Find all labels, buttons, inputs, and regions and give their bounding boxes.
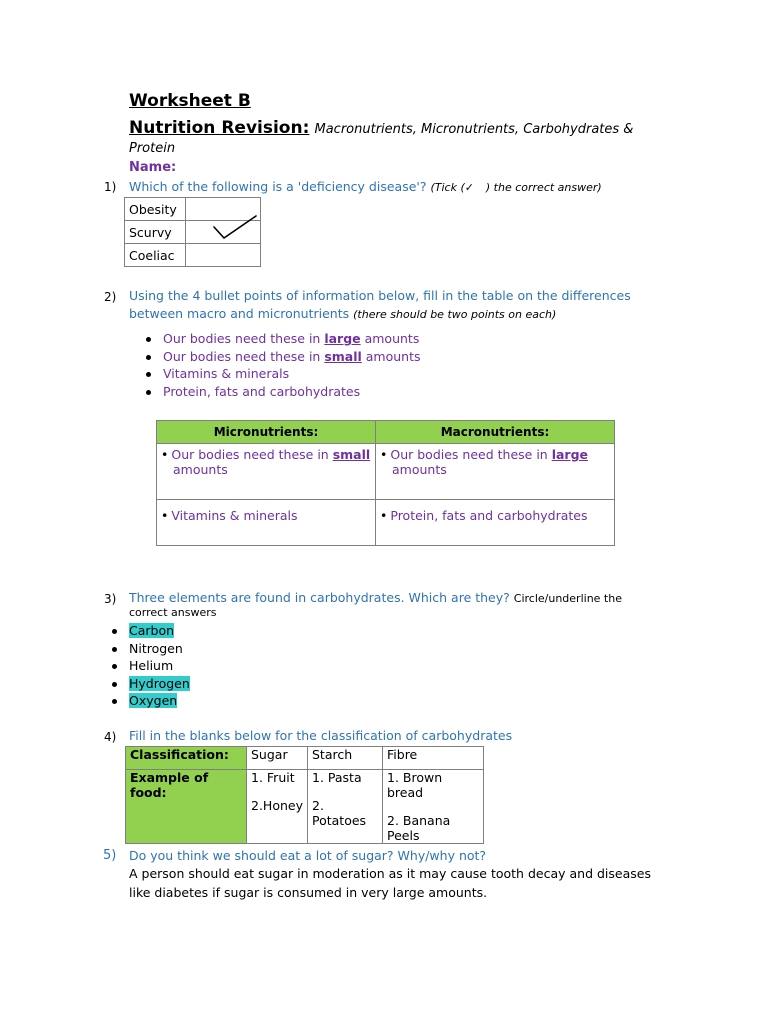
- q2-line-b: [129, 305, 556, 323]
- fibre-examples-cell[interactable]: [383, 770, 484, 844]
- example-label: Example of food:: [126, 770, 247, 844]
- q2-number: 2): [104, 290, 117, 304]
- table-row: [157, 500, 615, 546]
- q1-options-table: [124, 197, 261, 267]
- q1-tick-cell[interactable]: [186, 244, 261, 267]
- bullet-emphasis: large: [324, 331, 361, 346]
- cell-emphasis: large: [551, 447, 588, 462]
- example-text: 2. Banana Peels: [387, 813, 451, 843]
- header-micronutrients: Micronutrients:: [157, 421, 376, 444]
- example-text: 1. Brown bread: [387, 770, 443, 800]
- q5-answer-a: A person should eat sugar in moderation as it may cause tooth decay and diseases: [129, 866, 651, 881]
- option-helium[interactable]: Helium: [129, 658, 174, 673]
- q4-question: Fill in the blanks below for the classification of carbohydrates: [129, 728, 513, 743]
- revision-heading-line: [129, 118, 669, 140]
- q1-option-obesity: Obesity: [125, 198, 186, 221]
- q1-instruction-b: ) the correct answer): [485, 181, 602, 194]
- bullet-glyph: •: [161, 447, 169, 462]
- q1-line: [129, 178, 602, 196]
- q3-line: [129, 589, 622, 607]
- q5-question: Do you think we should eat a lot of sugar? Why/why not?: [129, 848, 487, 863]
- q1-instruction-a: (Tick (: [430, 181, 465, 194]
- list-item: [129, 692, 190, 710]
- list-item: [163, 383, 421, 401]
- cell-text: amounts: [392, 462, 447, 477]
- table-header-row: [157, 421, 615, 444]
- class-starch: Starch: [308, 747, 383, 770]
- revision-subtitle: Macronutrients, Micronutrients, Carbohydrates &: [314, 122, 634, 137]
- example-text: 1. Fruit: [251, 770, 295, 785]
- q3-instruction-a: Circle/underline the: [513, 592, 622, 605]
- q4-number: 4): [104, 730, 117, 744]
- q1-question: Which of the following is a 'deficiency disease'?: [129, 179, 427, 194]
- cell-emphasis: small: [332, 447, 371, 462]
- revision-heading: Nutrition Revision:: [129, 118, 310, 138]
- class-fibre: Fibre: [383, 747, 484, 770]
- bullet-text: amounts: [360, 331, 420, 346]
- q3-question: Three elements are found in carbohydrates. Which are they?: [129, 590, 510, 605]
- revision-subtitle-cont: Protein: [129, 141, 176, 156]
- list-item: [129, 640, 190, 658]
- q1-option-row: [125, 244, 261, 267]
- q3-instruction-b: correct answers: [129, 606, 217, 619]
- worksheet-title: Worksheet B: [129, 91, 251, 111]
- table-row: [157, 444, 615, 500]
- bullet-text: Vitamins & minerals: [163, 366, 290, 381]
- list-item: [129, 622, 190, 640]
- q1-option-row: [125, 221, 261, 244]
- option-nitrogen[interactable]: Nitrogen: [129, 640, 183, 656]
- example-text: 2. Potatoes: [312, 798, 367, 828]
- handwritten-tick-icon: [210, 213, 260, 243]
- q1-number: 1): [104, 180, 117, 194]
- name-label: Name:: [129, 160, 177, 175]
- q5-answer-b: like diabetes if sugar is consumed in very large amounts.: [129, 885, 488, 900]
- list-item: [129, 657, 190, 675]
- cell-text: Our bodies need these in: [171, 447, 333, 462]
- q3-number: 3): [104, 592, 117, 606]
- list-item: [163, 348, 421, 366]
- micro-cell-1[interactable]: [157, 444, 376, 500]
- example-text: 2.Honey: [251, 798, 303, 813]
- q1-tick-cell[interactable]: [186, 221, 261, 244]
- bullet-text: Our bodies need these in: [163, 331, 325, 346]
- list-item: [163, 330, 421, 348]
- table-row: [126, 747, 484, 770]
- cell-text: Protein, fats and carbohydrates: [390, 508, 588, 523]
- bullet-text: Our bodies need these in: [163, 348, 325, 364]
- option-hydrogen[interactable]: Hydrogen: [129, 675, 190, 691]
- class-sugar: Sugar: [247, 747, 308, 770]
- bullet-text: amounts: [361, 348, 421, 364]
- example-text: 1. Pasta: [312, 770, 362, 785]
- q2-nutrients-table: [156, 420, 615, 546]
- micro-cell-2[interactable]: [157, 500, 376, 546]
- sugar-examples-cell[interactable]: [247, 770, 308, 844]
- header-macronutrients: Macronutrients:: [376, 421, 615, 444]
- q4-classification-table: [125, 746, 484, 844]
- cell-text: amounts: [173, 462, 228, 477]
- tick-icon: ✓: [464, 181, 474, 194]
- q2-note: (there should be two points on each): [353, 308, 557, 321]
- q2-question-a: Using the 4 bullet points of information below, fill in the table on the differences: [129, 288, 631, 303]
- option-oxygen[interactable]: Oxygen: [129, 693, 178, 708]
- classification-label: Classification:: [126, 747, 247, 770]
- cell-text: Our bodies need these in: [390, 447, 552, 462]
- table-row: [126, 770, 484, 844]
- q1-option-coeliac: Coeliac: [125, 244, 186, 267]
- list-item: [163, 365, 421, 383]
- bullet-glyph: •: [380, 508, 388, 523]
- bullet-glyph: •: [380, 447, 388, 462]
- macro-cell-1[interactable]: [376, 444, 615, 500]
- bullet-glyph: •: [161, 508, 169, 523]
- q2-bullet-list: [163, 330, 421, 400]
- option-carbon[interactable]: Carbon: [129, 623, 175, 638]
- starch-examples-cell[interactable]: [308, 770, 383, 844]
- q1-option-scurvy: Scurvy: [125, 221, 186, 244]
- bullet-text: Protein, fats and carbohydrates: [163, 383, 361, 399]
- cell-text: Vitamins & minerals: [171, 508, 298, 523]
- macro-cell-2[interactable]: [376, 500, 615, 546]
- bullet-emphasis: small: [324, 348, 362, 364]
- q3-options-list: [129, 622, 190, 710]
- q2-question-b: between macro and micronutrients: [129, 306, 350, 321]
- q5-number: 5): [103, 848, 117, 863]
- list-item: [129, 675, 190, 693]
